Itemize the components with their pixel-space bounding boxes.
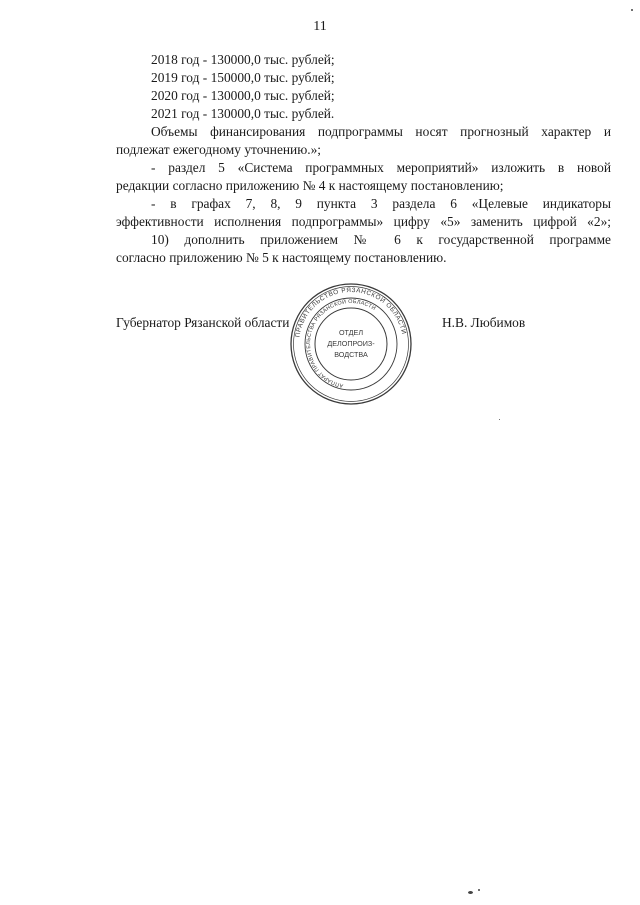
document-body — [116, 51, 611, 267]
scan-artifact — [631, 9, 633, 11]
stamp-center-line3: ВОДСТВА — [334, 350, 368, 359]
office-stamp — [289, 282, 413, 406]
signer-name: Н.В. Любимов — [442, 315, 526, 330]
paragraph-section5-line1: - раздел 5 «Система программных мероприятий» изложить в новой — [151, 160, 611, 175]
stamp-center-line2: ДЕЛОПРОИЗ- — [327, 339, 375, 348]
paragraph-funding-note-line2: подлежат ежегодному уточнению.»; — [116, 142, 321, 157]
funding-line-2018: 2018 год - 130000,0 тыс. рублей; — [151, 52, 335, 67]
scan-artifact — [478, 889, 480, 891]
paragraph-section5-line2: редакции согласно приложению № 4 к настоящему постановлению; — [116, 178, 504, 193]
stamp-outer-text: ПРАВИТЕЛЬСТВО РЯЗАНСКОЙ ОБЛАСТИ — [294, 286, 408, 338]
funding-line-2019: 2019 год - 150000,0 тыс. рублей; — [151, 70, 335, 85]
paragraph-appendix-line1: 10) дополнить приложением № 6 к государственной программе — [151, 232, 611, 247]
signer-title: Губернатор Рязанской области — [116, 315, 290, 330]
paragraph-section6-line2: эффективности исполнения подпрограммы» цифру «5» заменить цифрой «2»; — [116, 214, 611, 229]
paragraph-section6-line1: - в графах 7, 8, 9 пункта 3 раздела 6 «Целевые индикаторы — [151, 196, 611, 211]
scan-artifact — [499, 419, 500, 420]
stamp-seal — [289, 282, 413, 406]
stamp-center-line1: ОТДЕЛ — [338, 328, 364, 337]
funding-line-2021: 2021 год - 130000,0 тыс. рублей. — [151, 106, 335, 121]
page-number: 11 — [313, 19, 327, 34]
stamp-inner-text: АППАРАТ ПРАВИТЕЛЬСТВА РЯЗАНСКОЙ ОБЛАСТИ — [305, 298, 377, 389]
paragraph-funding-note-line1: Объемы финансирования подпрограммы носят прогнозный характер и — [151, 124, 611, 139]
scan-artifact — [468, 891, 473, 894]
funding-line-2020: 2020 год - 130000,0 тыс. рублей; — [151, 88, 335, 103]
paragraph-appendix-line2: согласно приложению № 5 к настоящему постановлению. — [116, 250, 447, 265]
